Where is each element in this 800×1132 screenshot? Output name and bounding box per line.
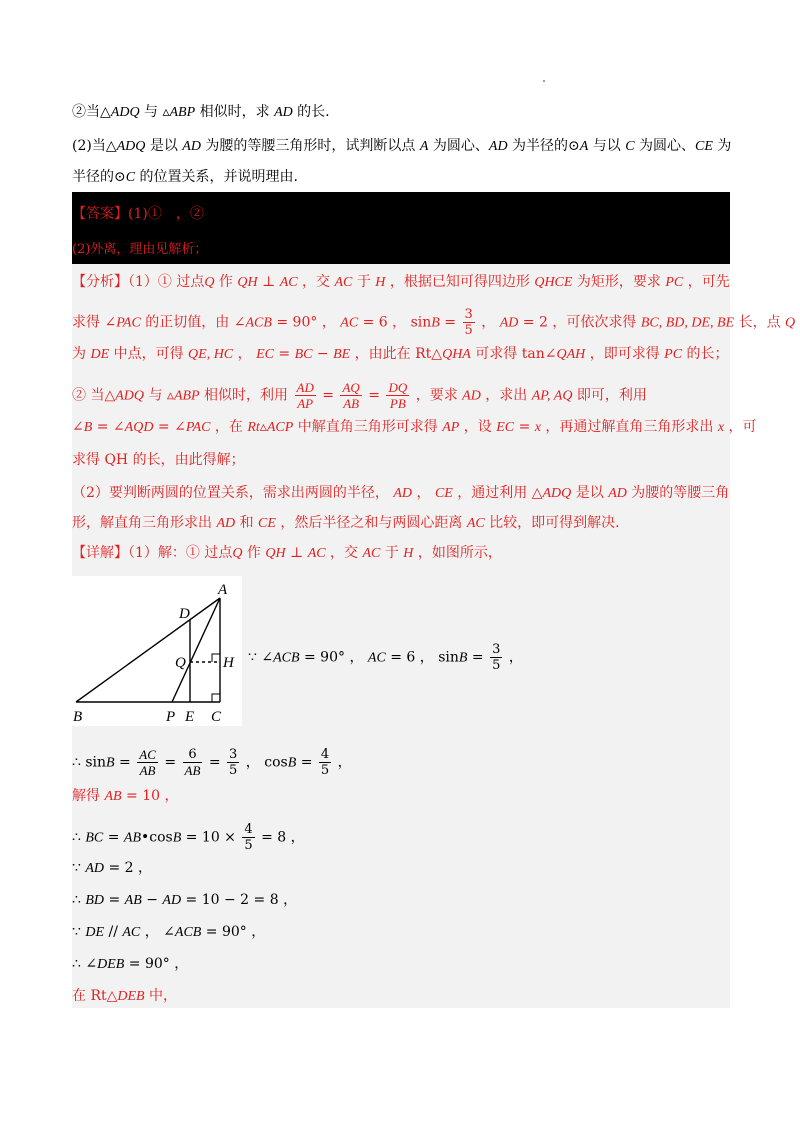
right-angle-H <box>212 654 220 662</box>
detail-step-4: ∵ AD = 2 ， <box>72 860 153 876</box>
detail-step-1: ∴ sinB = $\frac{AC}{AB}$ = $\frac{6}{AB}$ = $\frac{3}{5}$ ， cosB = $\frac{4}{5}$ ， <box>72 747 352 778</box>
question-line-1: ②当△ADQ 与 ▵ABP 相似时，求 AD 的长. <box>72 104 330 120</box>
right-angle-C <box>212 694 220 702</box>
label-P: P <box>166 709 176 725</box>
analysis-line-2: 求得 ∠PAC 的正切值，由 ∠ACB = 90° ， AC = 6 ， sinB = $\frac{3}{5}$ ， AD = 2 ，可依次求得 BC, BD, DE, BE 长，点 Q <box>72 307 796 338</box>
label-H: H <box>223 655 234 671</box>
question-line-2: (2)当△ADQ 是以 AD 为腰的等腰三角形时，试判断以点 A 为圆心、AD 为半径的⊙A 与以 C 为圆心、CE 为 <box>72 138 732 154</box>
analysis-line-6: 求得 QH 的长，由此得解； <box>72 452 245 468</box>
analysis-line-4: ② 当△ADQ 与 ▵ABP 相似时，利用 $\frac{AD}{AP}$ = $\frac{AQ}{AB}$ = $\frac{DQ}{PB}$ ，要求 AD ，求出 AP, AQ 即可，利用 <box>72 380 647 411</box>
question-line-3: 半径的⊙C 的位置关系，并说明理由. <box>72 169 298 185</box>
detail-step-7: ∴ ∠DEB = 90° ， <box>72 956 189 972</box>
detail-step-5: ∴ BD = AB − AD = 10 − 2 = 8 ， <box>72 892 298 908</box>
stray-dot <box>543 80 545 82</box>
analysis-line-3: 为 DE 中点，可得 QE, HC ， EC = BC − BE ，由此在 Rt△QHA 可求得 tan∠QAH ，即可求得 PC 的长； <box>72 346 729 362</box>
label-D: D <box>179 606 190 622</box>
label-A: A <box>218 582 228 598</box>
label-E: E <box>185 709 195 725</box>
detail-step-3: ∴ BC = AB•cosB = 10 × $\frac{4}{5}$ = 8 ， <box>72 822 305 853</box>
analysis-line-8: 形，解直角三角形求出 AD 和 CE ，然后半径之和与两圆心距离 AC 比较，即可得到解决. <box>72 515 620 531</box>
segment-BA <box>76 598 220 702</box>
detail-given: ∵ ∠ACB = 90° ， AC = 6 ， sinB = $\frac{3}{5}$ ， <box>248 642 523 673</box>
answer-line-2: (2)外离，理由见解析； <box>72 242 208 257</box>
label-Q: Q <box>175 655 186 671</box>
label-B: B <box>73 709 83 725</box>
analysis-line-5: ∠B = ∠AQD = ∠PAC ，在 Rt▵ACP 中解直角三角形可求得 AP ，设 EC = x ，再通过解直角三角形求出 x ，可 <box>72 419 757 435</box>
detail-step-2: 解得 AB = 10 ， <box>72 788 179 804</box>
detail-step-6: ∵ DE // AC ， ∠ACB = 90° ， <box>72 924 266 940</box>
label-C: C <box>211 709 222 725</box>
geometry-figure <box>72 576 242 726</box>
detail-step-8: 在 Rt△DEB 中， <box>72 988 178 1004</box>
detail-intro: 【详解】（1）解：① 过点Q 作 QH ⊥ AC ，交 AC 于 H ，如图所示， <box>72 545 502 561</box>
triangle-diagram <box>72 576 242 726</box>
analysis-line-7: （2）要判断两圆的位置关系，需求出两圆的半径， AD ， CE ，通过利用 △ADQ 是以 AD 为腰的等腰三角 <box>72 485 730 501</box>
answer-line-1: 【答案】(1)① ，② <box>72 206 204 222</box>
analysis-line-1: 【分析】（1）① 过点Q 作 QH ⊥ AC ，交 AC 于 H ，根据已知可得四边形 QHCE 为矩形，要求 PC ，可先 <box>72 274 730 290</box>
